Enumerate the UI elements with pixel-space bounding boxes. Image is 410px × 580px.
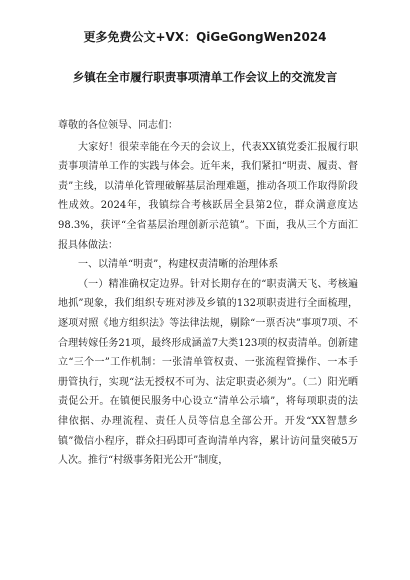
document-body — [58, 116, 358, 471]
salutation: 尊敬的各位领导、同志们： — [58, 120, 178, 131]
paragraph-intro: 大家好！很荣幸能在今天的会议上，代表XX镇党委汇报履行职责事项清单工作的实践与体会。近年来，我们紧扣“明责、履责、督责”主线，以清单化管理破解基层治理难题，推动各项工作取得阶段性成效。2024年，我镇综合考核跃居全县第2位，群众满意度达98.3%，获评“全省基层治理创新示范镇”。下面，我从三个方面汇报具体做法： — [58, 141, 358, 251]
page-header: 更多免费公文+VX：QiGeGongWen2024 — [83, 30, 327, 44]
section-heading-1: 一、以清单“明责”，构建权责清晰的治理体系 — [78, 259, 279, 271]
paragraph-section-1: （一）精准确权定边界。针对长期存在的“职责满天飞、考核遍地抓”现象，我们组织专班对涉及乡镇的132项职责进行全面梳理，逐项对照《地方组织法》等法律法规，剔除“一票否决”事项7项、不合理转嫁任务21项，最终形成涵盖7大类123项的权责清单。创新建立“三个一”工作机制：一张清单管权责、一张流程管操作、一本手册管执行，实现“法无授权不可为、法定职责必须为”。（二）阳光晒责促公开。在镇便民服务中心设立“清单公示墙”，将每项职责的法律依据、办理流程、责任人员等信息全部公开。开发“XX智慧乡镇”微信小程序，群众扫码即可查询清单内容，累计访问量突破5万人次。推行“村级事务阳光公开”制度， — [58, 278, 358, 467]
document-title: 乡镇在全市履行职责事项清单工作会议上的交流发言 — [72, 70, 338, 84]
